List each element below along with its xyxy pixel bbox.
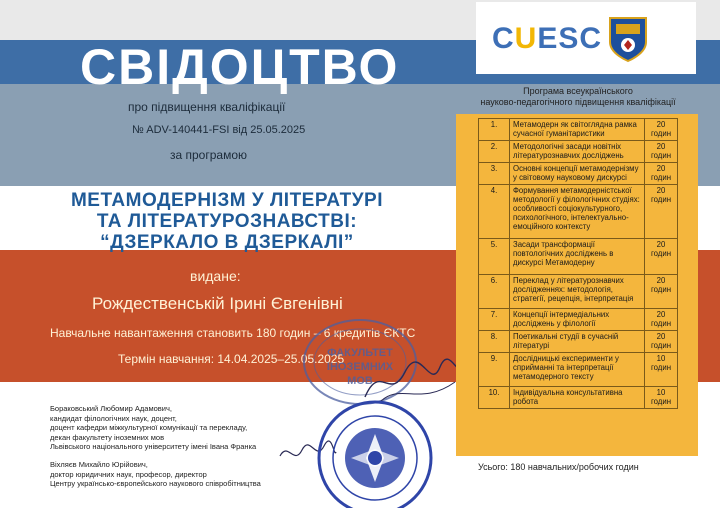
university-crest-icon xyxy=(606,14,650,64)
module-topic-cell: Формування метамодерністської методології у філологічних студіях: особливості соціокультурного, психологічного, інтелектуально-емоційного контексту xyxy=(510,185,645,239)
module-num-cell: 6. xyxy=(479,275,510,309)
signatory-2 xyxy=(50,460,300,489)
module-topic-cell: Індивідуальна консультативна робота xyxy=(510,387,645,409)
module-topic-cell: Методологічні засади новітніх літературознавчих досліджень xyxy=(510,141,645,163)
table-row xyxy=(479,119,678,141)
cuesc-logo xyxy=(492,22,602,56)
svg-text:МОВ: МОВ xyxy=(347,375,373,387)
module-num-cell: 9. xyxy=(479,353,510,387)
module-hours-cell: 20 годин xyxy=(645,141,678,163)
modules-table xyxy=(478,118,678,409)
signatory-1-line5: Львівського національного університету імені Івана Франка xyxy=(50,442,257,451)
module-hours-cell: 20 годин xyxy=(645,163,678,185)
program-title-line-3: “ДЗЕРКАЛО В ДЗЕРКАЛІ” xyxy=(100,232,354,253)
center-seal xyxy=(312,398,438,508)
module-num-cell: 1. xyxy=(479,119,510,141)
signatory-2-line3: Центру українсько-європейського наукового співробітництва xyxy=(50,479,261,488)
table-row xyxy=(479,185,678,239)
by-program-label: за програмою xyxy=(170,148,248,162)
module-hours-cell: 20 годин xyxy=(645,309,678,331)
study-load: Навчальне навантаження становить 180 годин – 6 кредитів ЄКТС xyxy=(50,326,416,340)
table-row xyxy=(479,309,678,331)
table-row xyxy=(479,331,678,353)
module-hours-cell: 20 годин xyxy=(645,331,678,353)
table-row xyxy=(479,163,678,185)
module-topic-cell: Засади трансформації повтологічних досліджень в дискурсі Метамодерну xyxy=(510,239,645,275)
module-topic-cell: Концепції інтермедіальних досліджень у філології xyxy=(510,309,645,331)
signatory-1-line2: кандидат філологічних наук, доцент, xyxy=(50,413,177,423)
table-row xyxy=(479,275,678,309)
svg-text:ІНОЗЕМНИХ: ІНОЗЕМНИХ xyxy=(326,361,394,373)
module-hours-cell: 10 годин xyxy=(645,387,678,409)
module-hours-cell: 10 годин xyxy=(645,353,678,387)
svg-text:ФАКУЛЬТЕТ: ФАКУЛЬТЕТ xyxy=(327,347,393,359)
logo-part-2: U xyxy=(514,22,538,55)
recipient-name: Рождественській Ірині Євгенівні xyxy=(92,294,343,313)
module-topic-cell: Основні концепції метамодернізму у світовому науковому дискурсі xyxy=(510,163,645,185)
study-term: Термін навчання: 14.04.2025–25.05.2025 xyxy=(118,352,345,366)
module-num-cell: 10. xyxy=(479,387,510,409)
table-row xyxy=(479,387,678,409)
signatory-2-line2: доктор юридичних наук, професор, директор xyxy=(50,469,207,479)
program-title-line-1: МЕТАМОДЕРНІЗМ У ЛІТЕРАТУРІ xyxy=(70,190,384,211)
module-num-cell: 3. xyxy=(479,163,510,185)
signatory-1-line4: декан факультету іноземних мов xyxy=(50,432,165,442)
signatory-1-line3: доцент кафедри міжкультурної комунікації та перекладу, xyxy=(50,423,248,432)
program-title xyxy=(22,190,432,253)
module-hours-cell: 20 годин xyxy=(645,275,678,309)
module-hours-cell: 20 годин xyxy=(645,185,678,239)
table-row xyxy=(479,353,678,387)
logo-part-1: C xyxy=(492,22,515,55)
module-topic-cell: Дослідницькі експерименти у сприйманні та інтерпретації метамодерного тексту xyxy=(510,353,645,387)
program-title-line-2: ТА ЛІТЕРАТУРОЗНАВСТВІ: xyxy=(96,211,358,232)
program-header-line-1: Програма всеукраїнського xyxy=(523,86,633,96)
signatory-1-name: Бораковський Любомир Адамович, xyxy=(50,404,172,413)
certificate-title: СВІДОЦТВО xyxy=(80,39,400,95)
module-num-cell: 2. xyxy=(479,141,510,163)
issued-label: видане: xyxy=(190,268,241,284)
program-header xyxy=(478,86,678,108)
logo-part-3: ESC xyxy=(537,22,603,55)
module-hours-cell: 20 годин xyxy=(645,239,678,275)
module-num-cell: 7. xyxy=(479,309,510,331)
module-num-cell: 8. xyxy=(479,331,510,353)
module-hours-cell: 20 годин xyxy=(645,119,678,141)
certificate-number: № ADV-140441-FSI від 25.05.2025 xyxy=(132,124,306,136)
module-topic-cell: Метамодерн як світоглядна рамка сучасної гуманітаристики xyxy=(510,119,645,141)
module-topic-cell: Поетикальні студії в сучасній літературі xyxy=(510,331,645,353)
module-num-cell: 4. xyxy=(479,185,510,239)
certificate-subtitle: про підвищення кваліфікації xyxy=(128,100,286,114)
signatory-2-name: Віхляєв Михайло Юрійович, xyxy=(50,460,148,469)
module-num-cell: 5. xyxy=(479,239,510,275)
total-hours: Усього: 180 навчальних/робочих годин xyxy=(478,462,639,472)
table-row xyxy=(479,239,678,275)
table-row xyxy=(479,141,678,163)
module-topic-cell: Переклад у літературознавчих дослідженнях: методологія, стратегії, рецепція, інтерпретація xyxy=(510,275,645,309)
signatory-1 xyxy=(50,404,300,452)
program-header-line-2: науково-педагогічного підвищення кваліфікації xyxy=(480,97,676,107)
